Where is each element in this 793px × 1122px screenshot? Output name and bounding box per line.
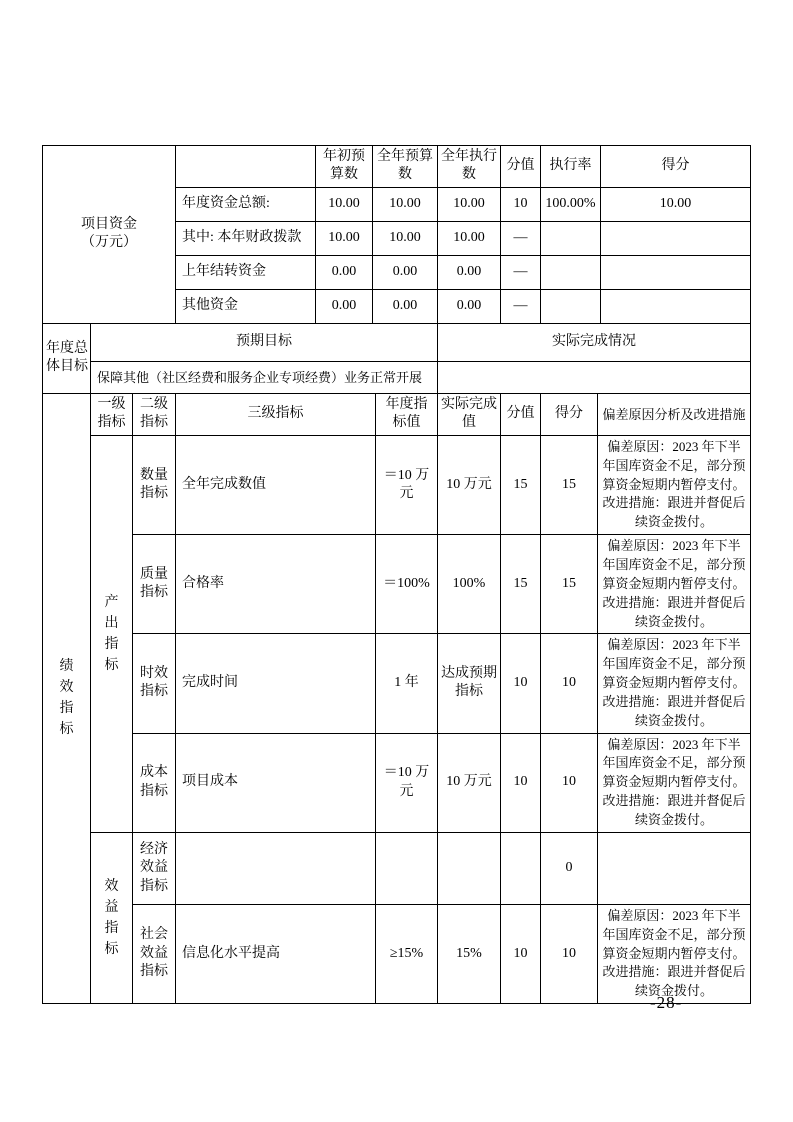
perf-header-level1: 一级指标 [91,393,133,435]
cell-execution-rate [541,289,601,323]
funds-corner-cell [176,146,316,188]
funds-header-score-value: 分值 [501,146,541,188]
cell-year-budget: 0.00 [373,255,438,289]
goal-section-label: 年度总体目标 [46,340,88,375]
cell-level3: 完成时间 [176,634,376,733]
perf-header-score-value: 分值 [501,393,541,435]
cell-score [601,289,751,323]
cell-deviation [598,832,751,904]
cell-target: ≥15% [376,904,438,1003]
cell-score-value: 15 [501,435,541,534]
perf-header-level2: 二级指标 [133,393,176,435]
perf-section-label: 绩效指标 [59,659,74,738]
goal-expected-header: 预期目标 [91,323,438,361]
funds-header-score: 得分 [601,146,751,188]
cell-score [601,221,751,255]
annual-goal-table [42,323,751,394]
perf-header-level3: 三级指标 [176,393,376,435]
cell-score-value [501,832,541,904]
perf-header-row [43,393,751,435]
cell-year-budget: 0.00 [373,289,438,323]
funds-header-year-execution: 全年执行数 [438,146,501,188]
cell-level3 [176,832,376,904]
goal-section-label-cell [43,323,91,393]
cell-target: ＝10 万元 [376,733,438,832]
goal-expected-text: 保障其他（社区经费和服务企业专项经费）业务正常开展 [91,361,438,393]
cell-execution-rate [541,221,601,255]
perf-section-label-cell [43,393,91,1003]
cell-level3: 信息化水平提高 [176,904,376,1003]
cell-initial-budget: 0.00 [316,255,373,289]
perf-group-output-label: 产出指标 [104,594,119,673]
funds-header-year-budget: 全年预算数 [373,146,438,188]
cell-deviation: 偏差原因：2023 年下半年国库资金不足，部分预算资金短期内暂停支付。改进措施：跟进并督促后续资金拨付。 [598,535,751,634]
perf-header-score: 得分 [541,393,598,435]
cell-level2: 质量指标 [133,535,176,634]
cell-target [376,832,438,904]
goal-header-row [43,323,751,361]
cell-actual: 10 万元 [438,733,501,832]
cell-year-execution: 0.00 [438,289,501,323]
funds-row-label: 其中: 本年财政拨款 [176,221,316,255]
cell-target: 1 年 [376,634,438,733]
cell-initial-budget: 0.00 [316,289,373,323]
perf-group-output-cell [91,435,133,832]
perf-group-benefit-label: 效益指标 [104,878,119,957]
goal-actual-text [438,361,751,393]
cell-execution-rate: 100.00% [541,187,601,221]
perf-row-quantity [43,435,751,534]
cell-level2: 社会效益指标 [133,904,176,1003]
cell-actual: 达成预期指标 [438,634,501,733]
cell-year-execution: 0.00 [438,255,501,289]
funds-row-label: 上年结转资金 [176,255,316,289]
perf-group-benefit-cell [91,832,133,1003]
cell-score: 10 [541,733,598,832]
perf-row-economic [43,832,751,904]
cell-score-value: — [501,221,541,255]
perf-header-deviation: 偏差原因分析及改进措施 [598,393,751,435]
cell-score: 0 [541,832,598,904]
cell-score: 10 [541,904,598,1003]
cell-deviation: 偏差原因：2023 年下半年国库资金不足，部分预算资金短期内暂停支付。改进措施：跟进并督促后续资金拨付。 [598,634,751,733]
cell-level3: 合格率 [176,535,376,634]
cell-score: 10.00 [601,187,751,221]
cell-level3: 全年完成数值 [176,435,376,534]
cell-deviation: 偏差原因：2023 年下半年国库资金不足，部分预算资金短期内暂停支付。改进措施：跟进并督促后续资金拨付。 [598,904,751,1003]
cell-score-value: — [501,255,541,289]
funds-section-label-cell [43,146,176,324]
cell-level2: 经济效益指标 [133,832,176,904]
cell-score-value: 10 [501,634,541,733]
funds-row-label: 其他资金 [176,289,316,323]
cell-score: 10 [541,634,598,733]
cell-year-execution: 10.00 [438,187,501,221]
cell-actual: 15% [438,904,501,1003]
perf-row-cost [43,733,751,832]
cell-year-budget: 10.00 [373,221,438,255]
cell-actual [438,832,501,904]
cell-initial-budget: 10.00 [316,187,373,221]
cell-score-value: — [501,289,541,323]
cell-score [601,255,751,289]
cell-execution-rate [541,255,601,289]
cell-deviation: 偏差原因：2023 年下半年国库资金不足，部分预算资金短期内暂停支付。改进措施：跟进并督促后续资金拨付。 [598,435,751,534]
cell-actual: 10 万元 [438,435,501,534]
cell-score-value: 10 [501,733,541,832]
cell-target: ＝10 万元 [376,435,438,534]
cell-year-execution: 10.00 [438,221,501,255]
funds-row-label: 年度资金总额: [176,187,316,221]
funds-section-label: 项目资金（万元） [81,217,137,251]
cell-target: ＝100% [376,535,438,634]
cell-level2: 时效指标 [133,634,176,733]
cell-score: 15 [541,535,598,634]
cell-actual: 100% [438,535,501,634]
funds-header-execution-rate: 执行率 [541,146,601,188]
cell-score: 15 [541,435,598,534]
goal-content-row [43,361,751,393]
cell-level2: 数量指标 [133,435,176,534]
cell-score-value: 10 [501,904,541,1003]
perf-header-target: 年度指标值 [376,393,438,435]
perf-row-social [43,904,751,1003]
perf-row-quality [43,535,751,634]
performance-indicators-table [42,393,751,1004]
cell-score-value: 10 [501,187,541,221]
cell-level2: 成本指标 [133,733,176,832]
funds-header-initial-budget: 年初预算数 [316,146,373,188]
cell-year-budget: 10.00 [373,187,438,221]
cell-deviation: 偏差原因：2023 年下半年国库资金不足，部分预算资金短期内暂停支付。改进措施：跟进并督促后续资金拨付。 [598,733,751,832]
perf-row-timeliness [43,634,751,733]
project-funds-table [42,145,751,324]
cell-initial-budget: 10.00 [316,221,373,255]
cell-level3: 项目成本 [176,733,376,832]
performance-evaluation-table [42,145,750,1004]
goal-actual-header: 实际完成情况 [438,323,751,361]
perf-header-actual: 实际完成值 [438,393,501,435]
page-number: -28- [650,993,683,1012]
funds-header-row [43,146,751,188]
cell-score-value: 15 [501,535,541,634]
